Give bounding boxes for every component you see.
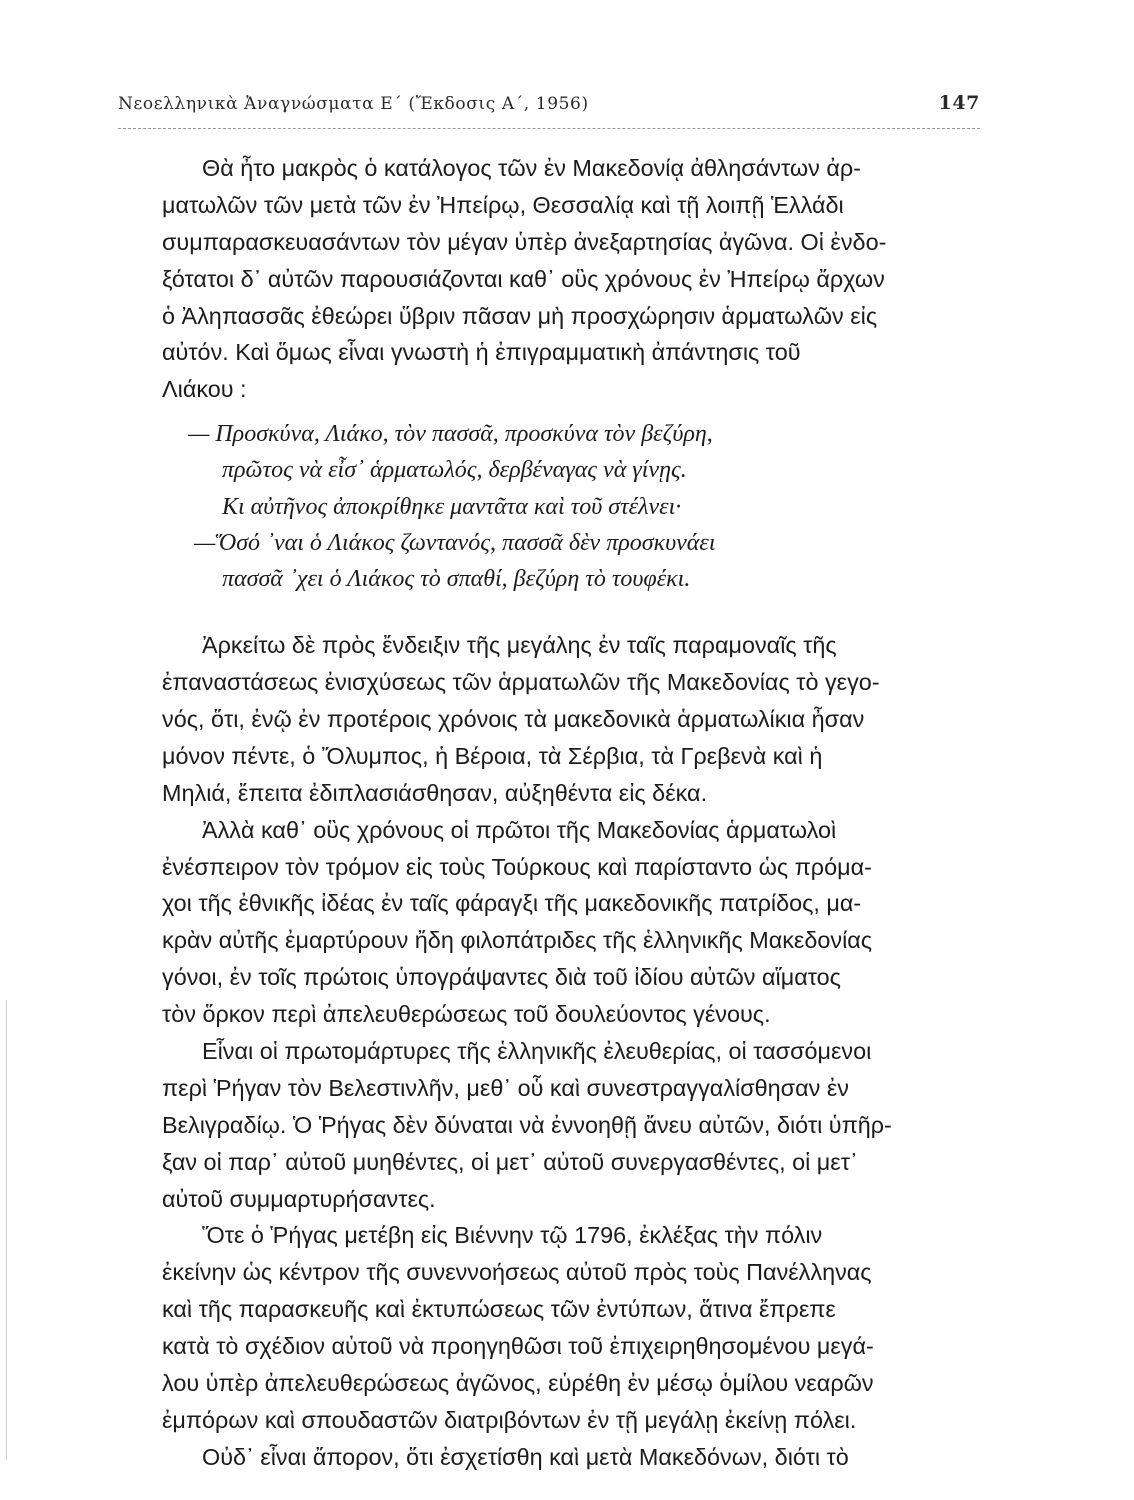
text-line: Εἶναι οἱ πρωτομάρτυρες τῆς ἑλληνικῆς ἐλευθερίας, οἱ τασσόμενοι — [202, 1037, 872, 1064]
running-header — [118, 92, 980, 122]
text-line: Ὅτε ὁ Ῥήγας μετέβη εἰς Βιέννην τῷ 1796, ἐκλέξας τὴν πόλιν — [202, 1222, 823, 1249]
text-line: γόνοι, ἐν τοῖς πρώτοις ὑπογράψαντες διὰ τοῦ ἰδίου αὐτῶν αἵματος — [162, 964, 841, 991]
paragraph — [162, 150, 996, 408]
verse-line: —Ὅσό ᾽ναι ὁ Λιάκος ζωντανός, πασσᾶ δὲν προσκυνάει — [194, 529, 716, 556]
text-line: κρὰν αὐτῆς ἐμαρτύρουν ἤδη φιλοπάτριδες τῆς ἑλληνικῆς Μακεδονίας — [162, 927, 873, 954]
text-line: Λιάκου : — [162, 376, 247, 403]
text-line: Ἀλλὰ καθ᾽ οὓς χρόνους οἱ πρῶτοι τῆς Μακεδονίας ἁρματωλοὶ — [202, 816, 837, 843]
verse-line: πρῶτος νὰ εἶσ᾽ ἁρματωλός, δερβέναγας νὰ γίνῃς. — [222, 457, 687, 484]
text-line: Οὐδ᾽ εἶναι ἄπορον, ὅτι ἐσχετίσθη καὶ μετὰ Μακεδόνων, διότι τὸ — [202, 1443, 849, 1470]
page-number: 147 — [938, 92, 980, 114]
verse-line: Κι αὐτῆνος ἀποκρίθηκε μαντᾶτα καὶ τοῦ στέλνει· — [222, 493, 682, 520]
paragraph — [162, 627, 996, 811]
text-line: τὸν ὅρκον περὶ ἀπελευθερώσεως τοῦ δουλεύοντος γένους. — [162, 1001, 771, 1028]
spacer — [162, 408, 996, 416]
text-line: ὁ Ἀληπασσᾶς ἐθεώρει ὕβριν πᾶσαν μὴ προσχώρησιν ἁρματωλῶν εἰς — [162, 302, 878, 329]
text-line: συμπαρασκευασάντων τὸν μέγαν ὑπὲρ ἀνεξαρτησίας ἀγῶνα. Οἱ ἐνδο- — [162, 228, 887, 255]
text-line: χοι τῆς ἐθνικῆς ἰδέας ἐν ταῖς φάραγξι τῆς μακεδονικῆς πατρίδος, μα- — [162, 890, 862, 917]
text-line: μόνον πέντε, ὁ Ὄλυμπος, ἡ Βέροια, τὰ Σέρβια, τὰ Γρεβενὰ καὶ ἡ — [162, 742, 823, 769]
text-line: ξαν οἱ παρ᾽ αὐτοῦ μυηθέντες, οἱ μετ᾽ αὐτοῦ συνεργασθέντες, οἱ μετ᾽ — [162, 1148, 858, 1175]
text-line: ματωλῶν τῶν μετὰ τῶν ἐν Ἠπείρῳ, Θεσσαλίᾳ καὶ τῇ λοιπῇ Ἑλλάδι — [162, 191, 844, 218]
scan-margin-shadow — [6, 1000, 7, 1460]
text-line: ἐπαναστάσεως ἐνισχύσεως τῶν ἁρματωλῶν τῆς Μακεδονίας τὸ γεγο- — [162, 669, 880, 696]
text-line: αὐτοῦ συμμαρτυρήσαντες. — [162, 1185, 436, 1212]
header-rule — [118, 128, 980, 129]
text-line: ἐκείνην ὡς κέντρον τῆς συνεννοήσεως αὐτοῦ πρὸς τοὺς Πανέλληνας — [162, 1259, 872, 1286]
paragraph — [162, 812, 996, 1033]
text-line: κατὰ τὸ σχέδιον αὐτοῦ νὰ προηγηθῶσι τοῦ ἐπιχειρηθησομένου μεγά- — [162, 1333, 874, 1360]
text-line: νός, ὅτι, ἐνῷ ἐν προτέροις χρόνοις τὰ μακεδονικὰ ἁρματωλίκια ἦσαν — [162, 705, 865, 732]
text-line: ἐμπόρων καὶ σπουδαστῶν διατριβόντων ἐν τῇ μεγάλῃ ἐκείνῃ πόλει. — [162, 1406, 857, 1433]
verse-quotation — [162, 416, 996, 597]
paragraph — [162, 1217, 996, 1438]
body-text — [162, 150, 996, 1476]
text-line: Θὰ ἦτο μακρὸς ὁ κατάλογος τῶν ἐν Μακεδονίᾳ ἀθλησάντων ἀρ- — [202, 155, 861, 181]
text-line: Βελιγραδίῳ. Ὁ Ῥήγας δὲν δύναται νὰ ἐννοηθῇ ἄνευ αὐτῶν, διότι ὑπῆρ- — [162, 1111, 892, 1138]
text-line: Μηλιά, ἔπειτα ἐδιπλασιάσθησαν, αὐξηθέντα εἰς δέκα. — [162, 779, 708, 806]
paragraph — [162, 1439, 996, 1476]
verse-line: πασσᾶ ᾽χει ὁ Λιάκος τὸ σπαθί, βεζύρη τὸ τουφέκι. — [222, 565, 691, 592]
text-line: ἐνέσπειρον τὸν τρόμον εἰς τοὺς Τούρκους καὶ παρίσταντο ὡς πρόμα- — [162, 853, 872, 880]
text-line: ξότατοι δ᾽ αὐτῶν παρουσιάζονται καθ᾽ οὓς χρόνους ἐν Ἠπείρῳ ἄρχων — [162, 265, 885, 292]
text-line: αὐτόν. Καὶ ὅμως εἶναι γνωστὴ ἡ ἐπιγραμματικὴ ἀπάντησις τοῦ — [162, 339, 801, 366]
paragraph — [162, 1033, 996, 1217]
spacer — [162, 597, 996, 627]
verse-line: — Προσκύνα, Λιάκο, τὸν πασσᾶ, προσκύνα τὸν βεζύρη, — [188, 421, 713, 448]
running-title: Νεοελληνικὰ Ἀναγνώσματα Ε΄ (Ἔκδοσις Α΄, 1956) — [118, 94, 589, 114]
text-line: λου ὑπὲρ ἀπελευθερώσεως ἀγῶνος, εὑρέθη ἐν μέσῳ ὁμίλου νεαρῶν — [162, 1369, 874, 1396]
text-line: Ἀρκείτω δὲ πρὸς ἔνδειξιν τῆς μεγάλης ἐν ταῖς παραμοναῖς τῆς — [202, 632, 837, 659]
text-line: καὶ τῆς παρασκευῆς καὶ ἐκτυπώσεως τῶν ἐντύπων, ἅτινα ἔπρεπε — [162, 1296, 836, 1323]
text-line: περὶ Ῥήγαν τὸν Βελεστινλῆν, μεθ᾽ οὗ καὶ συνεστραγγαλίσθησαν ἐν — [162, 1074, 849, 1101]
